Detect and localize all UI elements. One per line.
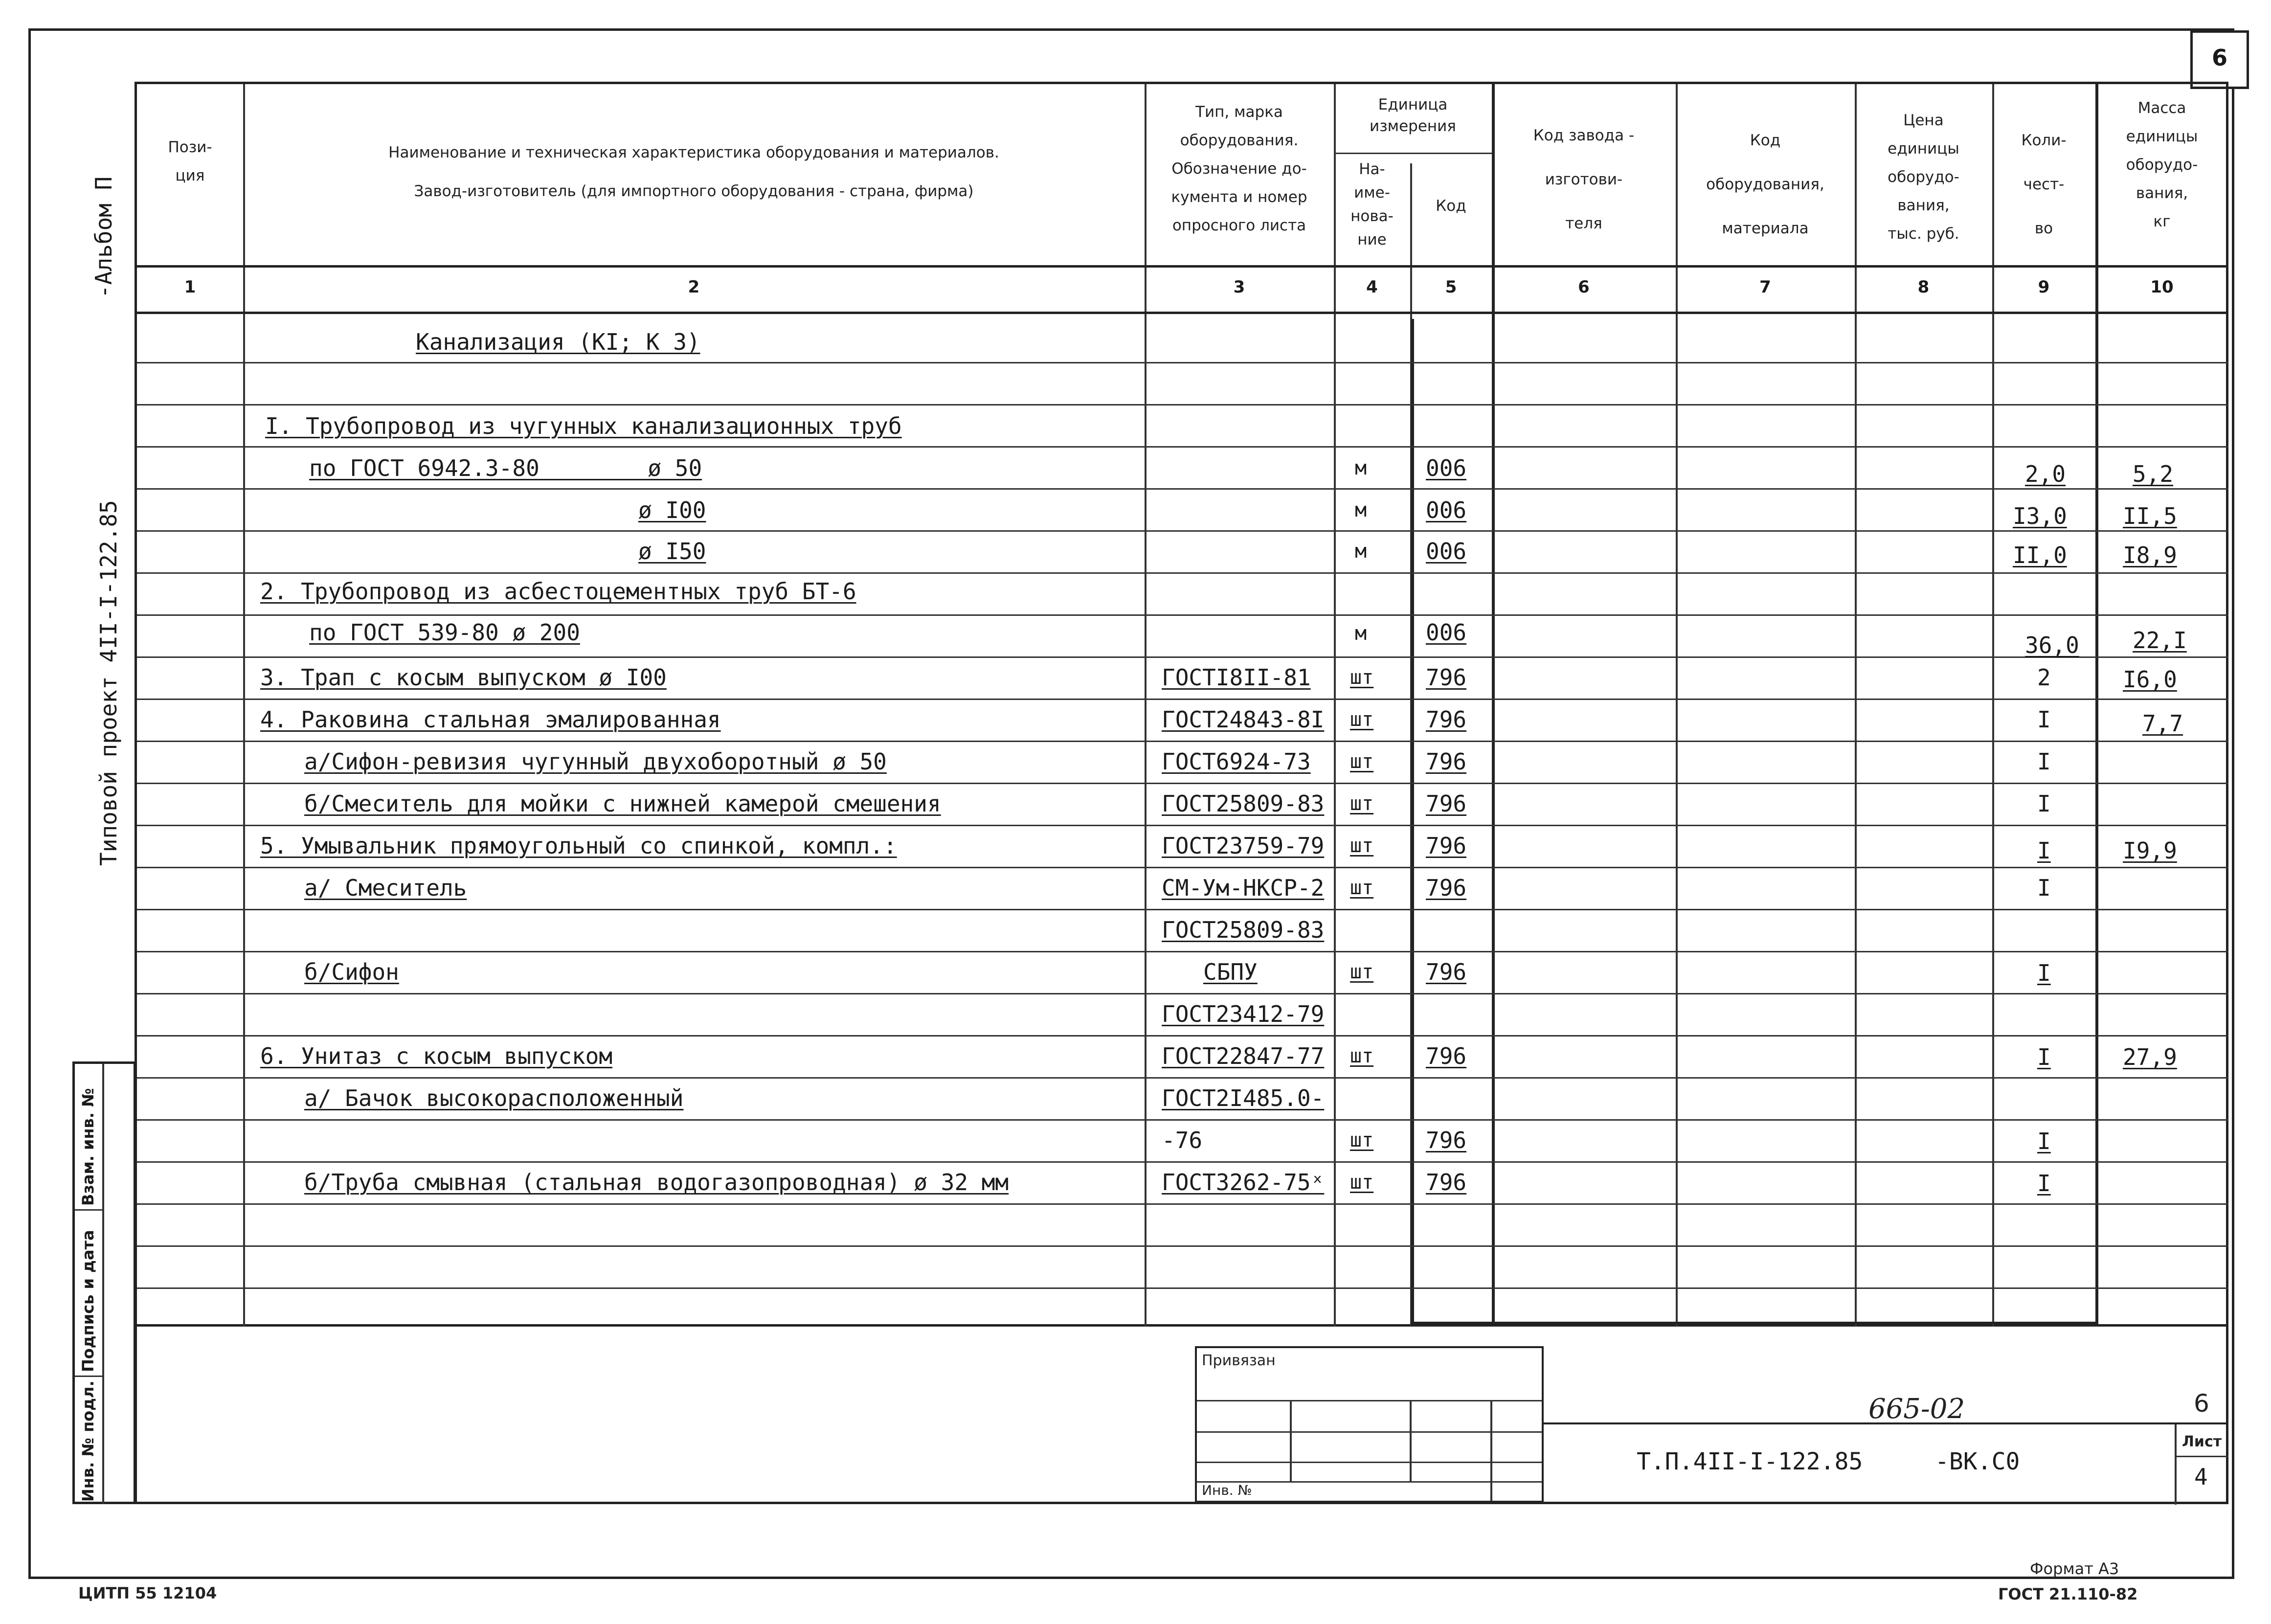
row-mass: 22,I xyxy=(2133,627,2187,654)
row-line xyxy=(137,572,2228,574)
header-price: Цена единицы оборудо- вания, тыс. руб. xyxy=(1888,112,1959,243)
row-line xyxy=(137,614,2228,616)
row-line xyxy=(137,699,2228,700)
row-qty: I xyxy=(2037,790,2051,817)
row-type: ГОСТ25809-83 xyxy=(1162,790,1325,817)
row-line xyxy=(137,993,2228,994)
row-type: ГОСТ24843-8I xyxy=(1162,706,1325,733)
row-qty: II,0 xyxy=(2013,542,2067,568)
header-unit-group: Единица измерения xyxy=(1370,96,1456,135)
inv-label: Инв. № xyxy=(1202,1482,1252,1498)
row-mass: 27,9 xyxy=(2123,1044,2177,1070)
column-number: 6 xyxy=(1578,277,1590,297)
row-qty: I xyxy=(2037,875,2051,901)
designation-divider xyxy=(2175,1424,2177,1505)
row-unit: м xyxy=(1355,622,1367,645)
attached-stamp xyxy=(1195,1346,1544,1503)
row-qty: 2,0 xyxy=(2025,461,2066,487)
side-divider xyxy=(102,1064,104,1504)
sheet-number: 6 xyxy=(2211,45,2227,71)
column-number: 8 xyxy=(1917,277,1930,297)
side-stamp xyxy=(72,1061,136,1504)
row-type: ГОСТ23759-79 xyxy=(1162,833,1325,859)
row-code: 796 xyxy=(1426,748,1467,775)
row-unit: шт xyxy=(1350,1129,1374,1151)
row-code: 796 xyxy=(1426,959,1467,985)
row-mass: I8,9 xyxy=(2123,542,2177,568)
row-code: 796 xyxy=(1426,706,1467,733)
header-type: Тип, марка оборудования. Обозначение до- кумента и номер опросного листа xyxy=(1171,103,1307,234)
row-qty: I xyxy=(2037,960,2051,986)
row-code: 796 xyxy=(1426,790,1467,817)
attached-label: Привязан xyxy=(1202,1352,1276,1369)
row-qty: I xyxy=(2037,706,2051,733)
row-qty: I xyxy=(2037,1044,2051,1070)
row-line xyxy=(137,1077,2228,1079)
row-name: 5. Умывальник прямоугольный со спинкой, компл.: xyxy=(260,833,897,859)
sheet-value: 4 xyxy=(2194,1464,2208,1490)
row-type: ГОСТ25809-83 xyxy=(1162,917,1325,943)
row-type: ГОСТ6924-73 xyxy=(1162,748,1311,775)
side-text-signature: Подпись и дата xyxy=(79,1230,97,1372)
row-code: 796 xyxy=(1426,664,1467,691)
sheet-number-box xyxy=(2190,30,2249,89)
row-unit: шт xyxy=(1350,877,1374,899)
header-equipment-code: Код оборудования, материала xyxy=(1706,132,1824,237)
col-divider-5 xyxy=(1492,84,1495,1327)
row-line xyxy=(137,656,2228,658)
row-unit: шт xyxy=(1350,1171,1374,1194)
side-text-replacement: Взам. инв. № xyxy=(79,1088,97,1206)
column-number: 3 xyxy=(1233,277,1245,297)
column-number: 5 xyxy=(1445,277,1457,297)
doc-code: -ВК.С0 xyxy=(1935,1448,2020,1475)
col-divider-8 xyxy=(1992,84,1994,1327)
row-name: а/Сифон-ревизия чугунный двухоборотный ø 50 xyxy=(304,748,887,775)
row-type: ГОСТ22847-77 xyxy=(1162,1043,1325,1069)
row-line xyxy=(137,1161,2228,1163)
header-unit-name: На- име- нова- ние xyxy=(1350,160,1394,248)
row-code: 796 xyxy=(1426,1127,1467,1153)
row-name: 2. Трубопровод из асбестоцементных труб БТ-6 xyxy=(260,578,856,605)
row-code: 796 xyxy=(1426,875,1467,901)
column-number: 7 xyxy=(1759,277,1771,297)
row-name: Канализация (КI; К 3) xyxy=(416,329,700,355)
col-divider-7 xyxy=(1855,84,1857,1327)
row-mass: I9,9 xyxy=(2123,837,2177,864)
row-unit: шт xyxy=(1350,750,1374,773)
row-mass: 5,2 xyxy=(2133,461,2174,487)
footer-format: Формат А3 xyxy=(2030,1559,2119,1578)
row-unit: шт xyxy=(1350,961,1374,983)
row-unit: м xyxy=(1355,499,1367,521)
page-number: 6 xyxy=(2194,1389,2209,1418)
row-mass: II,5 xyxy=(2123,503,2177,529)
row-line xyxy=(137,488,2228,490)
bold-col-4 xyxy=(1411,319,1414,1327)
row-line xyxy=(137,867,2228,868)
header-bottom-line xyxy=(137,265,2228,268)
designation-block xyxy=(1544,1422,2228,1503)
unit-group-line xyxy=(1334,153,1492,154)
row-name: 6. Унитаз с косым выпуском xyxy=(260,1043,613,1069)
header-mass: Масса единицы оборудо- вания, кг xyxy=(2126,99,2198,230)
col-divider-3 xyxy=(1334,84,1336,1327)
bold-bottom-line xyxy=(1411,1322,2096,1324)
row-name: б/Сифон xyxy=(304,959,399,985)
row-type: СБПУ xyxy=(1203,959,1258,985)
row-type: ГОСТI8II-81 xyxy=(1162,664,1311,691)
row-line xyxy=(137,1245,2228,1247)
row-unit: шт xyxy=(1350,708,1374,731)
row-line xyxy=(137,446,2228,448)
footer-left: ЦИТП 55 12104 xyxy=(78,1584,217,1602)
designation: Т.П.4II-I-122.85 xyxy=(1637,1448,1863,1475)
col-divider-6 xyxy=(1676,84,1678,1327)
row-code: 006 xyxy=(1426,619,1467,646)
row-line xyxy=(137,1203,2228,1205)
col-divider-2 xyxy=(1145,84,1147,1327)
row-unit: шт xyxy=(1350,1045,1374,1067)
album-label: -Альбом П xyxy=(90,176,117,298)
column-number: 9 xyxy=(2038,277,2050,297)
row-name: по ГОСТ 539-80 ø 200 xyxy=(309,619,580,646)
row-code: 006 xyxy=(1426,538,1467,564)
row-line xyxy=(137,825,2228,826)
row-line xyxy=(137,741,2228,742)
column-number: 10 xyxy=(2150,277,2174,297)
row-name: а/ Бачок высокорасположенный xyxy=(304,1085,684,1111)
row-name: ø I00 xyxy=(638,497,706,523)
column-number: 1 xyxy=(184,277,196,297)
row-name: I. Трубопровод из чугунных канализационных труб xyxy=(265,413,902,439)
row-type: -76 xyxy=(1162,1127,1203,1153)
row-line xyxy=(137,783,2228,784)
row-name: ø I50 xyxy=(638,538,706,564)
row-unit: шт xyxy=(1350,835,1374,857)
header-plant-code: Код завода - изготови- теля xyxy=(1533,127,1635,232)
stamp-vline xyxy=(1410,1400,1412,1481)
row-name: а/ Смеситель xyxy=(304,875,467,901)
row-mass: I6,0 xyxy=(2123,666,2177,693)
sheet-label: Лист xyxy=(2182,1433,2222,1450)
row-unit: м xyxy=(1355,457,1367,479)
row-type: СМ-Ум-НКСР-2 xyxy=(1162,875,1325,901)
row-name: 4. Раковина стальная эмалированная xyxy=(260,706,721,733)
row-line xyxy=(137,1035,2228,1037)
row-name: 3. Трап с косым выпуском ø I00 xyxy=(260,664,667,691)
row-unit: шт xyxy=(1350,792,1374,815)
row-qty: I xyxy=(2037,1170,2051,1196)
row-unit: м xyxy=(1355,540,1367,563)
sheet-label-line xyxy=(2175,1456,2228,1457)
row-qty: 36,0 xyxy=(2025,632,2079,658)
project-number: 665-02 xyxy=(1868,1393,1965,1425)
stamp-vline xyxy=(1490,1400,1492,1501)
row-qty: I xyxy=(2037,1128,2051,1154)
specification-table xyxy=(135,82,2228,1327)
row-code: 796 xyxy=(1426,1169,1467,1195)
row-code: 006 xyxy=(1426,455,1467,481)
row-code: 796 xyxy=(1426,1043,1467,1069)
row-unit: шт xyxy=(1350,666,1374,689)
row-line xyxy=(137,530,2228,532)
row-code: 796 xyxy=(1426,833,1467,859)
col-divider-1 xyxy=(243,84,245,1327)
stamp-vline xyxy=(1290,1400,1292,1481)
row-line xyxy=(137,1287,2228,1289)
footer-gost: ГОСТ 21.110-82 xyxy=(1998,1585,2138,1603)
header-position: Пози- ция xyxy=(168,138,212,184)
row-line xyxy=(137,404,2228,406)
header-name: Наименование и техническая характеристика оборудования и материалов. Завод-изготовитель (для импортного оборудования - страна, фирма) xyxy=(388,144,999,200)
row-line xyxy=(137,1119,2228,1121)
row-qty: I xyxy=(2037,837,2051,864)
row-name: по ГОСТ 6942.3-80 ø 50 xyxy=(309,455,702,481)
header-unit-code: Код xyxy=(1436,197,1466,215)
row-line xyxy=(137,951,2228,952)
row-qty: I xyxy=(2037,748,2051,775)
column-number: 2 xyxy=(688,277,700,297)
row-qty: 2 xyxy=(2037,664,2051,691)
row-name: б/Смеситель для мойки с нижней камерой смешения xyxy=(304,790,941,817)
column-numbers-line xyxy=(137,312,2228,314)
header-quantity: Коли- чест- во xyxy=(2021,132,2067,237)
column-number: 4 xyxy=(1366,277,1378,297)
row-mass: 7,7 xyxy=(2142,710,2183,737)
row-line xyxy=(137,909,2228,910)
row-line xyxy=(137,362,2228,363)
row-type: ГОСТ3262-75ˣ xyxy=(1162,1169,1325,1195)
col-divider-9 xyxy=(2095,84,2098,1327)
row-type: ГОСТ23412-79 xyxy=(1162,1001,1325,1027)
row-name: б/Труба смывная (стальная водогазопроводная) ø 32 мм xyxy=(304,1169,1009,1195)
project-label: Типовой проект 4II-I-122.85 xyxy=(95,500,122,866)
row-type: ГОСТ2I485.0- xyxy=(1162,1085,1325,1111)
side-text-inventory: Инв. № подл. xyxy=(79,1380,97,1502)
row-qty: I3,0 xyxy=(2013,503,2067,529)
row-code: 006 xyxy=(1426,497,1467,523)
